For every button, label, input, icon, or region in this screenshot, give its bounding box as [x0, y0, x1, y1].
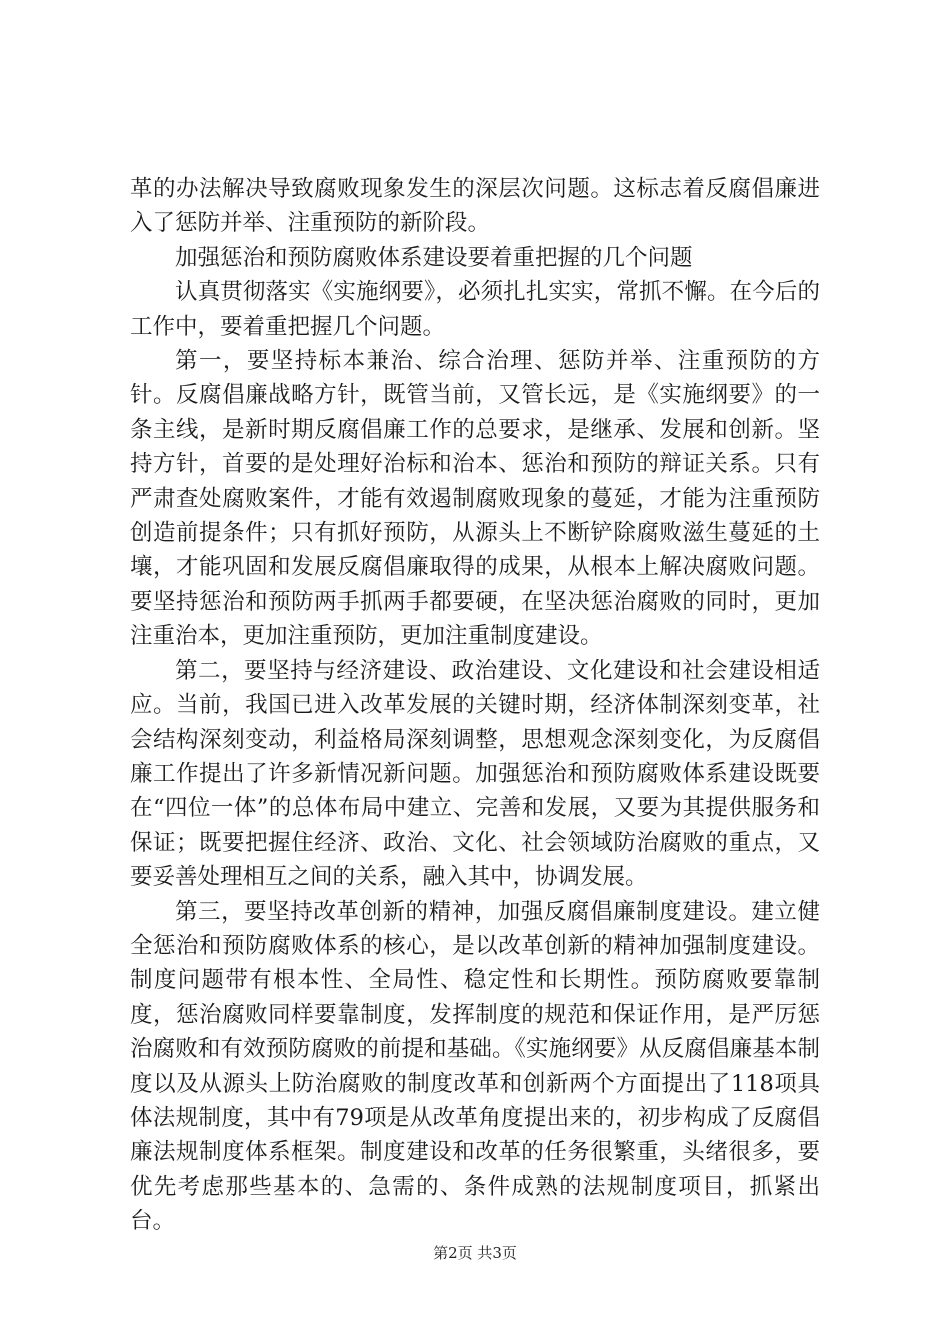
paragraph-first-point: 第一，要坚持标本兼治、综合治理、惩防并举、注重预防的方针。反腐倡廉战略方针，既管当前，又管长远，是《实施纲要》的一条主线，是新时期反腐倡廉工作的总要求，是继承、发展和创新。坚持方针，首要的是处理好治标和治本、惩治和预防的辩证关系。只有严肃查处腐败案件，才能有效遏制腐败现象的蔓延，才能为注重预防创造前提条件；只有抓好预防，从源头上不断铲除腐败滋生蔓延的土壤，才能巩固和发展反腐倡廉取得的成果，从根本上解决腐败问题。要坚持惩治和预防两手抓两手都要硬，在坚决惩治腐败的同时，更加注重治本，更加注重预防，更加注重制度建设。 [130, 348, 820, 650]
paragraph-intro: 认真贯彻落实《实施纲要》，必须扎扎实实，常抓不懈。在今后的工作中，要着重把握几个问题。 [130, 279, 820, 340]
document-body [130, 172, 820, 1239]
section-heading: 加强惩治和预防腐败体系建设要着重把握的几个问题 [175, 244, 693, 271]
paragraph-second-point: 第二，要坚持与经济建设、政治建设、文化建设和社会建设相适应。当前，我国已进入改革发展的关键时期，经济体制深刻变革，社会结构深刻变动，利益格局深刻调整，思想观念深刻变化，为反腐倡廉工作提出了许多新情况新问题。加强惩治和预防腐败体系建设既要在“四位一体”的总体布局中建立、完善和发展，又要为其提供服务和保证；既要把握住经济、政治、文化、社会领域防治腐败的重点，又要妥善处理相互之间的关系，融入其中，协调发展。 [130, 657, 820, 891]
paragraph-continuation: 革的办法解决导致腐败现象发生的深层次问题。这标志着反腐倡廉进入了惩防并举、注重预防的新阶段。 [130, 176, 820, 237]
page-number-label: 第2页 共3页 [433, 1244, 517, 1262]
paragraph-third-point: 第三，要坚持改革创新的精神，加强反腐倡廉制度建设。建立健全惩治和预防腐败体系的核心，是以改革创新的精神加强制度建设。制度问题带有根本性、全局性、稳定性和长期性。预防腐败要靠制度，惩治腐败同样要靠制度，发挥制度的规范和保证作用，是严厉惩治腐败和有效预防腐败的前提和基础。《实施纲要》从反腐倡廉基本制度以及从源头上防治腐败的制度改革和创新两个方面提出了118项具体法规制度，其中有79项是从改革角度提出来的，初步构成了反腐倡廉法规制度体系框架。制度建设和改革的任务很繁重，头绪很多，要优先考虑那些基本的、急需的、条件成熟的法规制度项目，抓紧出台。 [130, 898, 820, 1235]
page-footer [0, 1242, 950, 1263]
